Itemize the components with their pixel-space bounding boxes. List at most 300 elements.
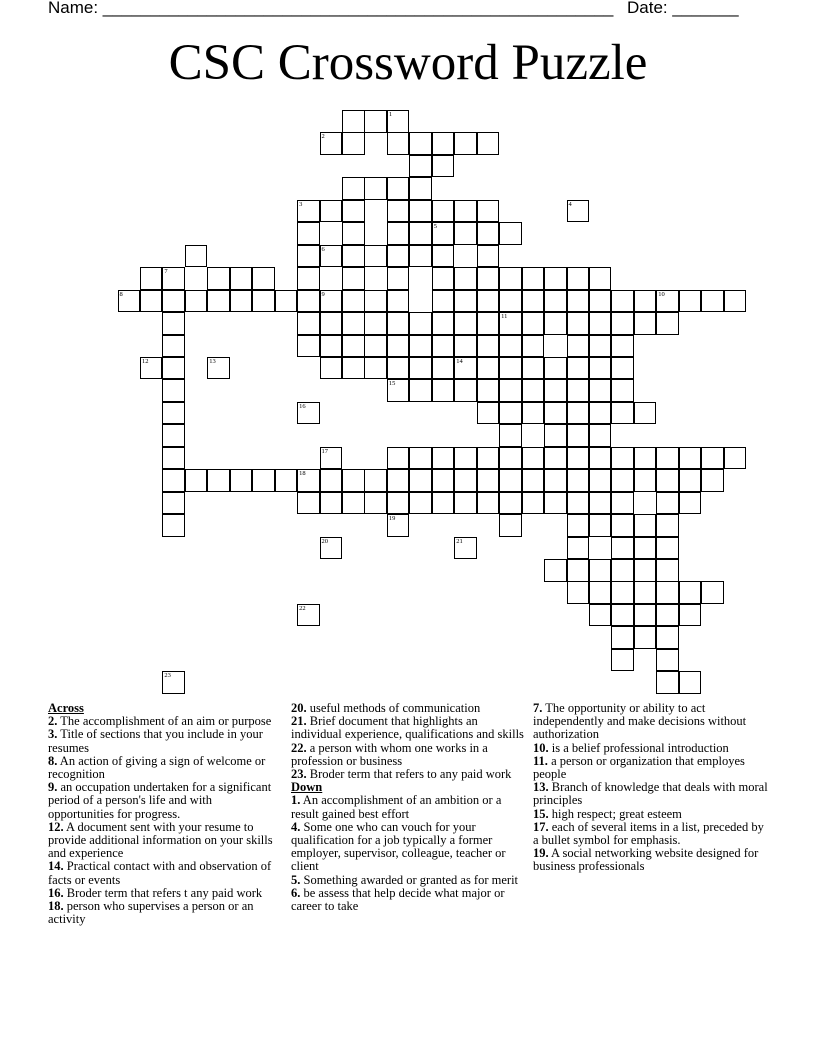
grid-cell[interactable] [387,469,410,492]
grid-cell[interactable] [409,132,432,155]
grid-cell[interactable] [297,402,320,425]
grid-cell[interactable] [320,357,343,380]
grid-cell[interactable] [679,671,702,694]
grid-cell[interactable] [387,200,410,223]
grid-cell[interactable] [589,604,612,627]
clue-number: 8 [119,290,123,298]
grid-cell[interactable] [634,581,657,604]
grid-cell[interactable] [522,379,545,402]
grid-cell[interactable] [477,222,500,245]
grid-cell[interactable] [522,357,545,380]
grid-cell[interactable] [409,312,432,335]
grid-cell[interactable] [589,559,612,582]
grid-cell[interactable] [364,177,387,200]
grid-cell[interactable] [320,132,343,155]
grid-cell[interactable] [589,447,612,470]
grid-cell[interactable] [454,222,477,245]
clue-text: Practical contact with and observation of facts or events [48,859,272,887]
grid-cell[interactable] [162,312,185,335]
grid-cell[interactable] [611,559,634,582]
grid-cell[interactable] [589,267,612,290]
grid-cell[interactable] [477,357,500,380]
grid-cell[interactable] [589,514,612,537]
grid-cell[interactable] [454,357,477,380]
grid-cell[interactable] [140,290,163,313]
grid-cell[interactable] [162,492,185,515]
grid-cell[interactable] [275,469,298,492]
grid-cell[interactable] [387,357,410,380]
grid-cell[interactable] [387,335,410,358]
grid-cell[interactable] [679,469,702,492]
grid-cell[interactable] [432,335,455,358]
grid-cell[interactable] [387,492,410,515]
grid-cell[interactable] [387,379,410,402]
grid-cell[interactable] [230,267,253,290]
grid-cell[interactable] [409,335,432,358]
grid-cell[interactable] [567,514,590,537]
grid-cell[interactable] [589,469,612,492]
grid-cell[interactable] [207,357,230,380]
grid-cell[interactable] [567,267,590,290]
clue-number-label: 2. [48,714,58,729]
grid-cell[interactable] [634,402,657,425]
grid-cell[interactable] [634,514,657,537]
grid-cell[interactable] [477,290,500,313]
grid-cell[interactable] [656,492,679,515]
grid-cell[interactable] [162,357,185,380]
grid-cell[interactable] [320,290,343,313]
grid-cell[interactable] [454,335,477,358]
grid-cell[interactable] [320,312,343,335]
grid-cell[interactable] [432,447,455,470]
grid-cell[interactable] [634,604,657,627]
grid-cell[interactable] [656,581,679,604]
grid-cell[interactable] [544,312,567,335]
grid-cell[interactable] [567,424,590,447]
clue-number: 6 [321,245,325,253]
grid-cell[interactable] [454,537,477,560]
grid-cell[interactable] [611,357,634,380]
grid-cell[interactable] [634,312,657,335]
grid-cell[interactable] [567,447,590,470]
grid-cell[interactable] [567,200,590,223]
clue-number-label: 6. [291,885,301,900]
grid-cell[interactable] [297,200,320,223]
grid-cell[interactable] [634,469,657,492]
grid-cell[interactable] [409,379,432,402]
grid-cell[interactable] [162,447,185,470]
grid-cell[interactable] [724,290,747,313]
grid-cell[interactable] [522,335,545,358]
grid-cell[interactable] [342,335,365,358]
grid-cell[interactable] [432,222,455,245]
grid-cell[interactable] [432,357,455,380]
grid-cell[interactable] [567,537,590,560]
grid-cell[interactable] [634,290,657,313]
clue-number-label: 11. [533,753,548,768]
grid-cell[interactable] [611,469,634,492]
grid-cell[interactable] [162,379,185,402]
grid-cell[interactable] [342,357,365,380]
clue-item [291,887,524,913]
grid-cell[interactable] [185,469,208,492]
grid-cell[interactable] [477,492,500,515]
clue-number: 5 [433,223,438,231]
clue-number-label: 13. [533,780,549,795]
grid-cell[interactable] [252,267,275,290]
grid-cell[interactable] [409,492,432,515]
grid-cell[interactable] [364,312,387,335]
grid-cell[interactable] [499,447,522,470]
grid-cell[interactable] [162,514,185,537]
grid-cell[interactable] [567,357,590,380]
grid-cell[interactable] [207,469,230,492]
grid-cell[interactable] [477,402,500,425]
grid-cell[interactable] [656,537,679,560]
grid-cell[interactable] [320,335,343,358]
grid-cell[interactable] [207,290,230,313]
clue-item [48,755,278,781]
grid-cell[interactable] [297,290,320,313]
grid-cell[interactable] [724,447,747,470]
grid-cell[interactable] [679,492,702,515]
clue-number-label: 18. [48,899,64,914]
grid-cell[interactable] [364,492,387,515]
grid-cell[interactable] [454,447,477,470]
grid-cell[interactable] [162,424,185,447]
grid-cell[interactable] [342,110,365,133]
grid-cell[interactable] [432,379,455,402]
grid-cell[interactable] [679,581,702,604]
grid-cell[interactable] [589,492,612,515]
grid-cell[interactable] [634,447,657,470]
grid-cell[interactable] [499,290,522,313]
grid-cell[interactable] [162,267,185,290]
grid-cell[interactable] [275,290,298,313]
grid-cell[interactable] [162,402,185,425]
clue-number: 12 [141,357,149,365]
grid-cell[interactable] [656,447,679,470]
clue-number-label: 19. [533,846,549,861]
grid-cell[interactable] [454,267,477,290]
clue-text: person who supervises a person or an activity [48,899,254,927]
grid-cell[interactable] [364,335,387,358]
grid-cell[interactable] [432,132,455,155]
grid-cell[interactable] [454,492,477,515]
grid-cell[interactable] [499,222,522,245]
grid-cell[interactable] [611,604,634,627]
grid-cell[interactable] [544,559,567,582]
grid-cell[interactable] [589,290,612,313]
grid-cell[interactable] [634,626,657,649]
grid-cell[interactable] [342,290,365,313]
grid-cell[interactable] [454,379,477,402]
clue-number: 4 [568,200,572,208]
clues-column-2 [291,702,524,913]
grid-cell[interactable] [185,290,208,313]
grid-cell[interactable] [477,132,500,155]
grid-cell[interactable] [656,559,679,582]
grid-cell[interactable] [364,357,387,380]
grid-cell[interactable] [634,559,657,582]
grid-cell[interactable] [656,514,679,537]
grid-cell[interactable] [320,537,343,560]
grid-cell[interactable] [342,312,365,335]
grid-cell[interactable] [342,177,365,200]
grid-cell[interactable] [701,447,724,470]
grid-cell[interactable] [589,312,612,335]
clue-text: Branch of knowledge that deals with moral principles [533,780,768,808]
grid-cell[interactable] [567,469,590,492]
grid-cell[interactable] [387,222,410,245]
clue-item [291,768,524,781]
grid-cell[interactable] [454,312,477,335]
grid-cell[interactable] [454,469,477,492]
grid-cell[interactable] [185,245,208,268]
grid-cell[interactable] [454,290,477,313]
grid-cell[interactable] [589,581,612,604]
grid-cell[interactable] [432,245,455,268]
grid-cell[interactable] [454,132,477,155]
grid-cell[interactable] [364,290,387,313]
grid-cell[interactable] [499,402,522,425]
grid-cell[interactable] [656,312,679,335]
grid-cell[interactable] [364,469,387,492]
grid-cell[interactable] [342,132,365,155]
grid-cell[interactable] [432,200,455,223]
clue-number-label: 21. [291,714,307,729]
grid-cell[interactable] [522,447,545,470]
grid-cell[interactable] [342,245,365,268]
clue-number: 15 [388,380,396,388]
grid-cell[interactable] [409,222,432,245]
grid-cell[interactable] [544,290,567,313]
grid-cell[interactable] [567,492,590,515]
grid-cell[interactable] [387,132,410,155]
clue-item [48,821,278,861]
grid-cell[interactable] [432,312,455,335]
grid-cell[interactable] [297,335,320,358]
grid-cell[interactable] [297,222,320,245]
clue-text: The accomplishment of an aim or purpose [57,714,272,729]
grid-cell[interactable] [701,581,724,604]
grid-cell[interactable] [252,290,275,313]
clue-number: 9 [321,290,325,298]
down-heading: Down [291,780,323,795]
clue-item [533,781,769,807]
name-line: Name: ______________________________________________________ [48,0,614,17]
grid-cell[interactable] [387,514,410,537]
grid-cell[interactable] [589,379,612,402]
grid-cell[interactable] [140,267,163,290]
clue-number-label: 12. [48,819,64,834]
grid-cell[interactable] [499,514,522,537]
grid-cell[interactable] [679,290,702,313]
grid-cell[interactable] [656,469,679,492]
grid-cell[interactable] [589,335,612,358]
grid-cell[interactable] [544,447,567,470]
grid-cell[interactable] [544,379,567,402]
grid-cell[interactable] [297,469,320,492]
grid-cell[interactable] [589,402,612,425]
grid-cell[interactable] [499,379,522,402]
grid-cell[interactable] [252,469,275,492]
grid-cell[interactable] [162,469,185,492]
grid-cell[interactable] [387,312,410,335]
grid-cell[interactable] [567,402,590,425]
grid-cell[interactable] [409,155,432,178]
grid-cell[interactable] [297,245,320,268]
grid-cell[interactable] [656,671,679,694]
grid-cell[interactable] [387,177,410,200]
grid-cell[interactable] [342,222,365,245]
date-line: Date: _______ [627,0,739,17]
grid-cell[interactable] [611,581,634,604]
grid-cell[interactable] [499,357,522,380]
grid-cell[interactable] [499,424,522,447]
grid-cell[interactable] [567,379,590,402]
grid-cell[interactable] [701,290,724,313]
grid-cell[interactable] [611,447,634,470]
grid-cell[interactable] [364,110,387,133]
grid-cell[interactable] [656,649,679,672]
grid-cell[interactable] [409,245,432,268]
grid-cell[interactable] [522,469,545,492]
grid-cell[interactable] [611,537,634,560]
grid-cell[interactable] [342,469,365,492]
grid-cell[interactable] [567,335,590,358]
grid-cell[interactable] [409,447,432,470]
grid-cell[interactable] [611,514,634,537]
grid-cell[interactable] [387,447,410,470]
grid-cell[interactable] [499,492,522,515]
grid-cell[interactable] [656,604,679,627]
grid-cell[interactable] [499,312,522,335]
grid-cell[interactable] [477,312,500,335]
grid-cell[interactable] [342,492,365,515]
grid-cell[interactable] [611,379,634,402]
grid-cell[interactable] [409,200,432,223]
clue-number-label: 17. [533,819,549,834]
grid-cell[interactable] [162,290,185,313]
grid-cell[interactable] [162,671,185,694]
grid-cell[interactable] [140,357,163,380]
grid-cell[interactable] [387,110,410,133]
grid-cell[interactable] [409,357,432,380]
grid-cell[interactable] [522,267,545,290]
clue-number-label: 9. [48,780,58,795]
grid-cell[interactable] [320,245,343,268]
grid-cell[interactable] [656,290,679,313]
grid-cell[interactable] [320,447,343,470]
grid-cell[interactable] [611,649,634,672]
grid-cell[interactable] [679,604,702,627]
grid-cell[interactable] [342,200,365,223]
clue-text: Some one who can vouch for your qualification for a job typically a former employer, supervisor, colleague, teacher or client [291,819,506,874]
grid-cell[interactable] [477,447,500,470]
grid-cell[interactable] [656,626,679,649]
grid-cell[interactable] [499,267,522,290]
grid-cell[interactable] [522,312,545,335]
grid-cell[interactable] [567,581,590,604]
clue-text: useful methods of communication [306,701,481,715]
grid-cell[interactable] [679,447,702,470]
grid-cell[interactable] [432,155,455,178]
grid-cell[interactable] [611,335,634,358]
grid-cell[interactable] [409,177,432,200]
grid-cell[interactable] [432,469,455,492]
grid-cell[interactable] [320,492,343,515]
grid-cell[interactable] [297,604,320,627]
grid-cell[interactable] [477,335,500,358]
grid-cell[interactable] [432,290,455,313]
grid-cell[interactable] [544,357,567,380]
grid-cell[interactable] [567,559,590,582]
grid-cell[interactable] [454,200,477,223]
grid-cell[interactable] [230,469,253,492]
grid-cell[interactable] [544,424,567,447]
grid-cell[interactable] [477,267,500,290]
grid-cell[interactable] [634,537,657,560]
grid-cell[interactable] [567,290,590,313]
grid-cell[interactable] [230,290,253,313]
grid-cell[interactable] [297,267,320,290]
grid-cell[interactable] [589,424,612,447]
grid-cell[interactable] [432,492,455,515]
grid-cell[interactable] [522,492,545,515]
grid-cell[interactable] [499,469,522,492]
grid-cell[interactable] [544,492,567,515]
grid-cell[interactable] [320,200,343,223]
grid-cell[interactable] [701,469,724,492]
grid-cell[interactable] [477,245,500,268]
grid-cell[interactable] [589,357,612,380]
grid-cell[interactable] [544,469,567,492]
grid-cell[interactable] [364,245,387,268]
clue-number: 18 [299,470,306,478]
clue-number: 16 [299,402,306,410]
clue-text: an occupation undertaken for a significant period of a person's life and with opportunities for progress. [48,780,272,821]
grid-cell[interactable] [342,267,365,290]
grid-cell[interactable] [297,492,320,515]
grid-cell[interactable] [522,290,545,313]
grid-cell[interactable] [118,290,141,313]
grid-cell[interactable] [477,200,500,223]
grid-cell[interactable] [611,402,634,425]
grid-cell[interactable] [207,267,230,290]
grid-cell[interactable] [544,267,567,290]
grid-cell[interactable] [477,469,500,492]
grid-cell[interactable] [499,335,522,358]
clue-number-label: 8. [48,753,58,768]
grid-cell[interactable] [320,469,343,492]
grid-cell[interactable] [611,626,634,649]
grid-cell[interactable] [567,312,590,335]
grid-cell[interactable] [522,402,545,425]
grid-cell[interactable] [162,335,185,358]
grid-cell[interactable] [477,379,500,402]
grid-cell[interactable] [611,492,634,515]
grid-cell[interactable] [611,290,634,313]
grid-cell[interactable] [387,245,410,268]
grid-cell[interactable] [611,312,634,335]
grid-cell[interactable] [297,312,320,335]
grid-cell[interactable] [432,267,455,290]
grid-cell[interactable] [409,469,432,492]
grid-cell[interactable] [387,290,410,313]
grid-cell[interactable] [544,402,567,425]
grid-cell[interactable] [387,267,410,290]
